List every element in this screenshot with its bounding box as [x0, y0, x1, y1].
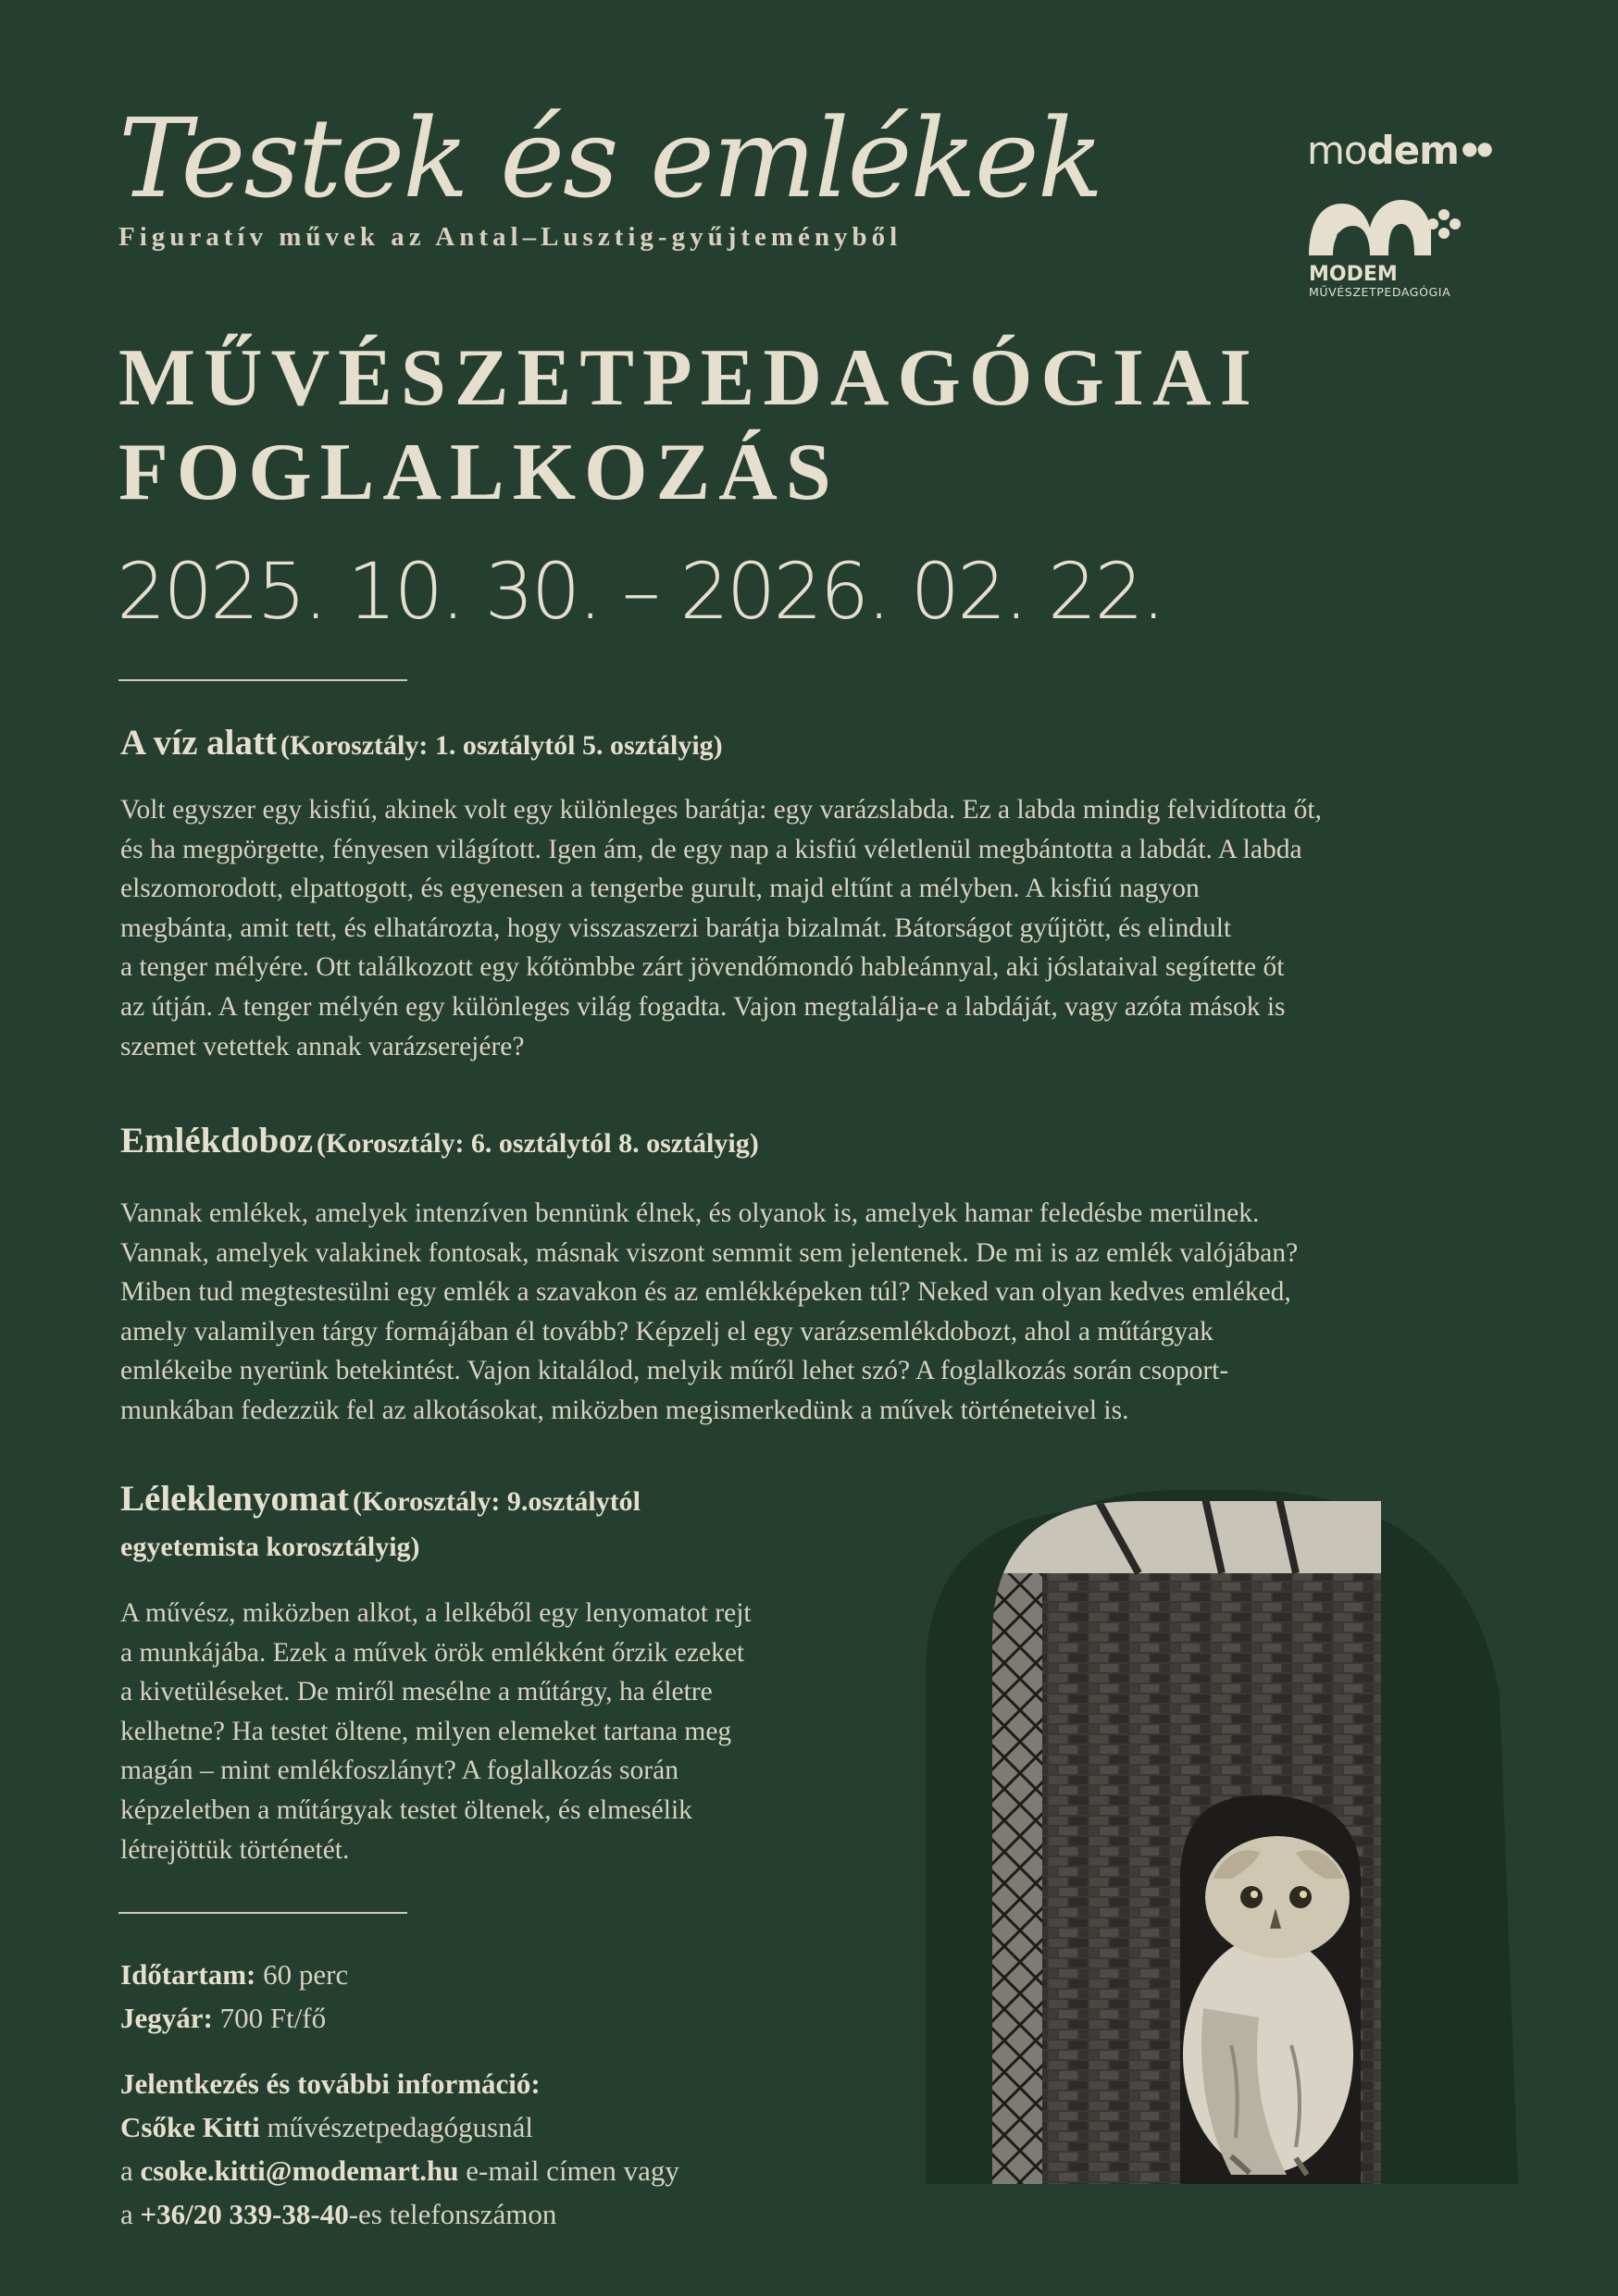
email-link[interactable]: csoke.kitti@modemart.hu — [140, 2154, 459, 2187]
paragraph-line: az útján. A tenger mélyén egy különleges világ fogadta. Vajon megtalálja-e a labdáját, vagy azóta mások is — [120, 991, 1286, 1022]
wordmark-part-a: mo — [1307, 128, 1367, 173]
divider-bottom — [118, 1912, 407, 1914]
modem-wordmark: modem ●● — [1307, 128, 1492, 173]
section-3-title: Léleklenyomat — [120, 1479, 349, 1519]
logo-name: MODEM — [1309, 263, 1398, 286]
phone-suffix: -es telefonszámon — [348, 2198, 557, 2230]
paragraph-line: megbánta, amit tett, és elhatározta, hogy visszaszerzi barátja bizalmát. Bátorságot gyűjtött, és elindult — [120, 912, 1232, 943]
paragraph-line: létrejöttük történetét. — [120, 1834, 350, 1865]
modem-logo-icon — [1305, 191, 1462, 261]
contact-label-row — [120, 2062, 679, 2105]
section-2-title: Emlékdoboz — [120, 1121, 314, 1160]
contact-name: Csőke Kitti — [120, 2111, 260, 2143]
date-range: 2025. 10. 30. – 2026. 02. 22. — [117, 546, 1164, 637]
paragraph-line: és ha megpörgette, fényesen világított. Igen ám, de egy nap a kisfiú véletlenül megbántotta a labdát. A labda — [120, 834, 1302, 864]
contact-label: Jelentkezés és további információ: — [120, 2067, 541, 2100]
paragraph-line: Vannak, amelyek valakinek fontosak, másnak viszont semmit sem jelentenek. De mi is az emlék valójában? — [120, 1237, 1299, 1268]
duration-value: 60 perc — [263, 1958, 349, 1991]
exhibition-title: Testek és emlékek — [118, 94, 1102, 222]
section-1-title: A víz alatt — [120, 723, 277, 763]
section-1-age: (Korosztály: 1. osztálytól 5. osztályig) — [280, 730, 723, 761]
email-suffix: e-mail címen vagy — [466, 2154, 679, 2187]
contact-role: művészetpedagógusnál — [267, 2111, 533, 2143]
paragraph-line: szemet vetettek annak varázserejére? — [120, 1031, 525, 1061]
paragraph-line: Vannak emlékek, amelyek intenzíven bennünk élnek, és olyanok is, amelyek hamar feledésbe merülnek. — [120, 1198, 1260, 1228]
program-heading — [118, 331, 1260, 520]
paragraph-line: a tenger mélyére. Ott találkozott egy kőtömbbe zárt jövendőmondó hableánnyal, aki jóslataival segítette őt — [120, 952, 1285, 983]
section-1-text — [120, 790, 1322, 1066]
section-3-age-line-2: egyetemista korosztályig) — [120, 1532, 420, 1562]
contact-name-row — [120, 2105, 679, 2149]
section-2-age: (Korosztály: 6. osztálytól 8. osztályig) — [317, 1128, 759, 1159]
phone-prefix: a — [120, 2198, 133, 2230]
section-title-leleklenyomat — [120, 1479, 641, 1568]
paragraph-line: a munkájába. Ezek a művek örök emlékként őrzik ezeket — [120, 1637, 745, 1668]
email-prefix: a — [120, 2154, 133, 2187]
paragraph-line: Volt egyszer egy kisfiú, akinek volt egy különleges barátja: egy varázslabda. Ez a labda mindig felvidította őt, — [120, 795, 1322, 825]
exhibition-subtitle: Figuratív művek az Antal–Lusztig-gyűjteményből — [118, 222, 902, 252]
ticket-value: 700 Ft/fő — [219, 2002, 327, 2034]
section-title-viz-alatt — [120, 722, 723, 763]
heading-line-1: MŰVÉSZETPEDAGÓGIAI — [118, 333, 1260, 423]
divider-top — [118, 679, 407, 681]
paragraph-line: magán – mint emlékfoszlányt? A foglalkozás során — [120, 1756, 678, 1786]
email-row — [120, 2149, 679, 2192]
paragraph-line: emlékeibe nyerünk betekintést. Vajon kitalálod, melyik műről lehet szó? A foglalkozás során csoport- — [120, 1356, 1229, 1386]
logo-subname: MŰVÉSZETPEDAGÓGIA — [1309, 285, 1451, 299]
paragraph-line: amely valamilyen tárgy formájában él tovább? Képzelj el egy varázsemlékdobozt, ahol a műtárgyak — [120, 1316, 1214, 1347]
ticket-row — [120, 1996, 679, 2040]
wordmark-part-b: dem — [1366, 128, 1459, 173]
paragraph-line: képzeletben a műtárgyak testet öltenek, és elmesélik — [120, 1794, 692, 1825]
section-3-text — [120, 1594, 752, 1869]
paragraph-line: A művész, miközben alkot, a lelkéből egy lenyomatot rejt — [120, 1598, 752, 1628]
section-3-age-line-1: (Korosztály: 9.osztálytól — [352, 1486, 641, 1517]
section-title-emlekdoboz — [120, 1120, 759, 1161]
duration-label: Időtartam: — [120, 1958, 256, 1991]
paragraph-line: elszomorodott, elpattogott, és egyenesen a tengerbe gurult, majd eltűnt a mélyben. A kisfiú nagyon — [120, 874, 1200, 904]
section-2-text — [120, 1194, 1298, 1431]
ticket-label: Jegyár: — [120, 2002, 213, 2034]
paragraph-line: Miben tud megtestesülni egy emlék a szavakon és az emlékképeken túl? Neked van olyan kedves emléked, — [120, 1277, 1291, 1308]
paragraph-line: a kivetüléseket. De miről mesélne a műtárgy, ha életre — [120, 1677, 713, 1707]
duration-row — [120, 1953, 679, 1996]
paragraph-line: munkában fedezzük fel az alkotásokat, miközben megismerkedünk a művek történeteivel is. — [120, 1395, 1129, 1425]
heading-line-2: FOGLALKOZÁS — [118, 428, 840, 517]
owl-artwork-image — [926, 1490, 1518, 2184]
practical-info — [120, 1953, 679, 2236]
phone-link[interactable]: +36/20 339-38-40 — [140, 2198, 349, 2230]
phone-row — [120, 2192, 679, 2236]
paragraph-line: kelhetne? Ha testet öltene, milyen elemeket tartana meg — [120, 1716, 732, 1746]
